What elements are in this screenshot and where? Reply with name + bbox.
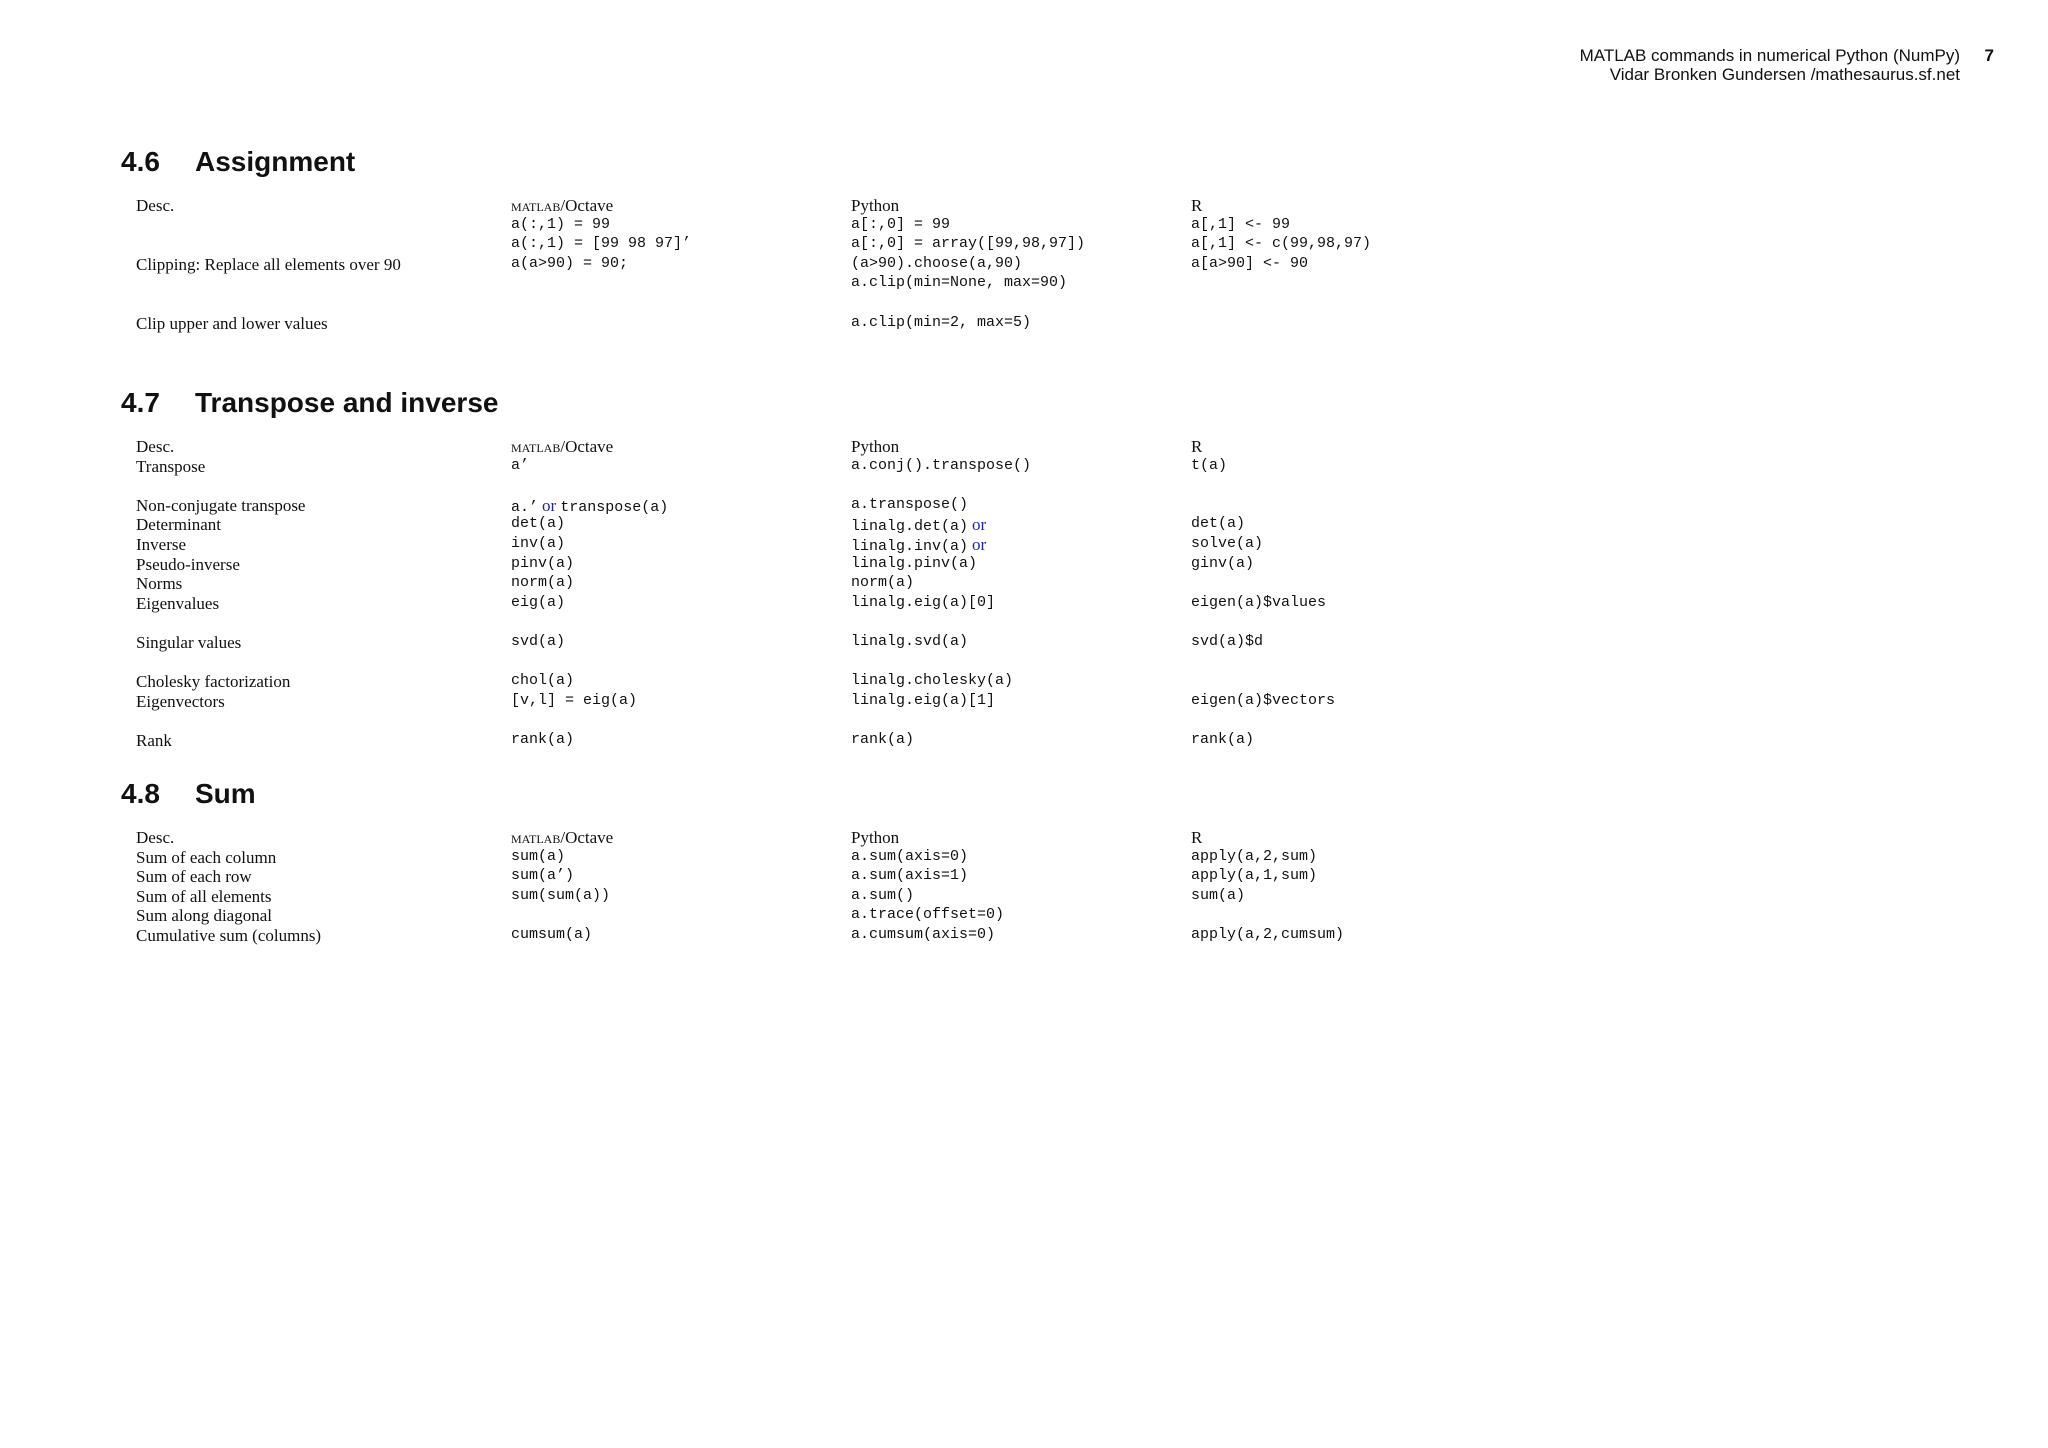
- row-matlab: [v,l] = eig(a): [511, 691, 638, 709]
- row-python: linalg.inv(a) or: [851, 534, 987, 555]
- col-header-matlab: matlab/Octave: [511, 437, 614, 456]
- table-row: [121, 574, 1621, 594]
- row-desc: Cholesky factorization: [136, 672, 291, 692]
- row-python: linalg.cholesky(a): [851, 672, 1014, 690]
- row-desc: Eigenvalues: [136, 593, 220, 613]
- col-header-desc: Desc.: [136, 437, 175, 456]
- spacer-row: [121, 294, 1621, 314]
- table-row: [121, 457, 1621, 477]
- table-row: [121, 867, 1621, 887]
- header-author: Vidar Bronken Gundersen /mathesaurus.sf.net: [1609, 65, 1960, 84]
- col-header-r: R: [1191, 437, 1203, 456]
- row-desc: Determinant: [136, 515, 221, 535]
- table-row: [121, 672, 1621, 692]
- spacer-row: [121, 653, 1621, 673]
- header-lines: [1580, 46, 1960, 84]
- row-python: norm(a): [851, 574, 915, 592]
- row-python: a.clip(min=2, max=5): [851, 313, 1032, 331]
- section-heading: Transpose and inverse: [195, 387, 499, 418]
- row-desc: Rank: [136, 730, 172, 750]
- table-header-row: [121, 828, 1621, 848]
- table-row: [121, 515, 1621, 535]
- table-row: [121, 274, 1621, 294]
- row-desc: Inverse: [136, 534, 187, 554]
- section-transpose-inverse: [121, 387, 1621, 751]
- row-desc: Cumulative sum (columns): [136, 925, 322, 945]
- row-matlab: sum(a): [511, 847, 566, 865]
- table-row: [121, 496, 1621, 516]
- row-r: solve(a): [1191, 534, 1264, 552]
- row-desc: Sum along diagonal: [136, 906, 272, 926]
- row-desc: Sum of each column: [136, 847, 277, 867]
- row-matlab: pinv(a): [511, 554, 575, 572]
- row-desc: Eigenvectors: [136, 691, 225, 711]
- page-header: [1580, 46, 1994, 84]
- table-row: [121, 692, 1621, 712]
- row-python: linalg.svd(a): [851, 632, 969, 650]
- col-header-r: R: [1191, 828, 1203, 847]
- spacer-row: [121, 476, 1621, 496]
- row-python: (a>90).choose(a,90): [851, 254, 1023, 272]
- row-r: apply(a,1,sum): [1191, 867, 1318, 885]
- row-desc: Pseudo-inverse: [136, 554, 240, 574]
- row-python: linalg.eig(a)[0]: [851, 593, 996, 611]
- section-number: 4.6: [121, 146, 160, 177]
- col-header-desc: Desc.: [136, 828, 175, 847]
- table-row: [121, 216, 1621, 236]
- or-separator: or: [542, 495, 557, 515]
- col-header-matlab: matlab/Octave: [511, 828, 614, 847]
- col-header-desc: Desc.: [136, 196, 175, 215]
- table-row: [121, 731, 1621, 751]
- row-desc: Transpose: [136, 456, 206, 476]
- table-row: [121, 848, 1621, 868]
- row-python: a.cumsum(axis=0): [851, 925, 996, 943]
- row-r: eigen(a)$values: [1191, 593, 1327, 611]
- col-header-r: R: [1191, 196, 1203, 215]
- row-desc: Singular values: [136, 632, 242, 652]
- col-header-python: Python: [851, 828, 900, 847]
- table-header-row: [121, 196, 1621, 216]
- row-python: a[:,0] = array([99,98,97]): [851, 235, 1086, 253]
- spacer-row: [121, 711, 1621, 731]
- section-number: 4.7: [121, 387, 160, 418]
- table-row: [121, 887, 1621, 907]
- table-row: [121, 314, 1621, 334]
- row-r: a[a>90] <- 90: [1191, 254, 1309, 272]
- row-matlab: a(a>90) = 90;: [511, 254, 629, 272]
- row-matlab: a’: [511, 456, 530, 474]
- section-title: [121, 778, 1621, 810]
- row-r: a[,1] <- 99: [1191, 215, 1291, 233]
- spacer-row: [121, 613, 1621, 633]
- row-r: sum(a): [1191, 886, 1246, 904]
- row-desc: Sum of each row: [136, 867, 252, 887]
- row-desc: Norms: [136, 574, 183, 594]
- table-row: [121, 906, 1621, 926]
- row-python: linalg.pinv(a): [851, 554, 978, 572]
- table-row: [121, 594, 1621, 614]
- row-matlab: eig(a): [511, 593, 566, 611]
- row-python: linalg.eig(a)[1]: [851, 691, 996, 709]
- table-row: [121, 535, 1621, 555]
- table-row: [121, 235, 1621, 255]
- section-heading: Assignment: [195, 146, 356, 177]
- row-r: eigen(a)$vectors: [1191, 691, 1336, 709]
- row-r: rank(a): [1191, 730, 1255, 748]
- table-row: [121, 926, 1621, 946]
- section-assignment: [121, 146, 1621, 333]
- row-matlab: a.’ or transpose(a): [511, 495, 669, 516]
- table-row: [121, 555, 1621, 575]
- col-header-matlab: matlab/Octave: [511, 196, 614, 215]
- col-header-python: Python: [851, 196, 900, 215]
- section-title: [121, 146, 1621, 178]
- row-r: t(a): [1191, 456, 1228, 474]
- row-matlab: rank(a): [511, 730, 575, 748]
- or-separator: or: [972, 515, 987, 535]
- row-desc: Clipping: Replace all elements over 90: [136, 254, 401, 274]
- row-python: a.sum(axis=0): [851, 847, 969, 865]
- row-matlab: a(:,1) = [99 98 97]’: [511, 235, 692, 253]
- or-separator: or: [972, 534, 987, 554]
- row-matlab: svd(a): [511, 632, 566, 650]
- row-matlab: chol(a): [511, 672, 575, 690]
- section-number: 4.8: [121, 778, 160, 809]
- col-header-python: Python: [851, 437, 900, 456]
- row-matlab: sum(a’): [511, 867, 575, 885]
- row-python: linalg.det(a) or: [851, 515, 987, 536]
- row-python: a.transpose(): [851, 495, 969, 513]
- section-title: [121, 387, 1621, 419]
- section-sum: [121, 778, 1621, 946]
- row-python: a.sum(): [851, 886, 915, 904]
- row-matlab: sum(sum(a)): [511, 886, 611, 904]
- row-python: rank(a): [851, 730, 915, 748]
- row-r: svd(a)$d: [1191, 632, 1264, 650]
- header-title: MATLAB commands in numerical Python (NumPy): [1579, 46, 1960, 65]
- row-r: a[,1] <- c(99,98,97): [1191, 235, 1372, 253]
- row-desc: Clip upper and lower values: [136, 313, 328, 333]
- row-desc: Sum of all elements: [136, 886, 272, 906]
- table-row: [121, 255, 1621, 275]
- row-python: a[:,0] = 99: [851, 215, 951, 233]
- row-python: a.clip(min=None, max=90): [851, 274, 1068, 292]
- row-python: a.trace(offset=0): [851, 906, 1005, 924]
- table-header-row: [121, 437, 1621, 457]
- row-python: a.conj().transpose(): [851, 456, 1032, 474]
- row-desc: Non-conjugate transpose: [136, 495, 306, 515]
- row-matlab: cumsum(a): [511, 925, 593, 943]
- row-matlab: a(:,1) = 99: [511, 215, 611, 233]
- page-number: 7: [1984, 46, 1994, 65]
- section-heading: Sum: [195, 778, 256, 809]
- row-matlab: norm(a): [511, 574, 575, 592]
- row-r: apply(a,2,cumsum): [1191, 925, 1345, 943]
- row-matlab: inv(a): [511, 534, 566, 552]
- table-row: [121, 633, 1621, 653]
- row-python: a.sum(axis=1): [851, 867, 969, 885]
- row-r: ginv(a): [1191, 554, 1255, 572]
- row-r: det(a): [1191, 515, 1246, 533]
- row-r: apply(a,2,sum): [1191, 847, 1318, 865]
- row-matlab: det(a): [511, 515, 566, 533]
